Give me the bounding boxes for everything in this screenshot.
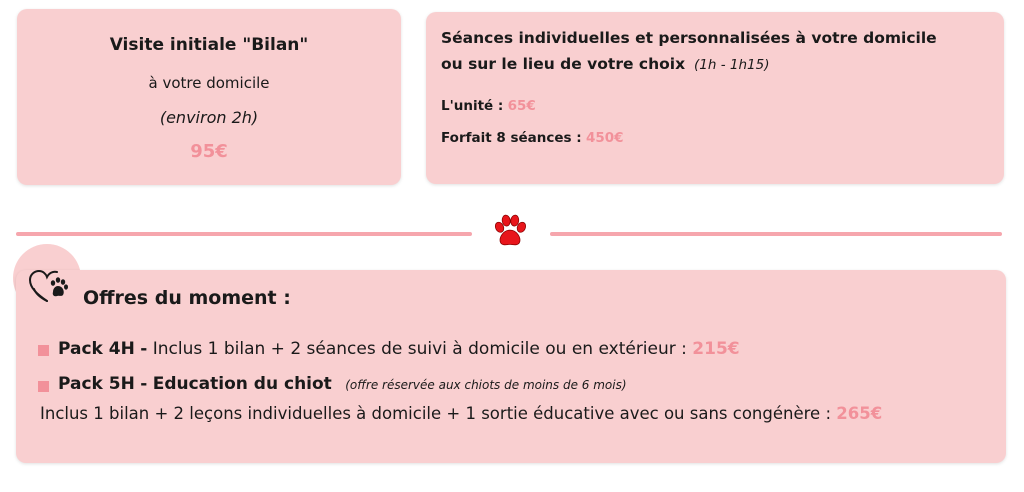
seances-title-line1: Séances individuelles et personnalisées à votre domicile <box>441 29 937 47</box>
seances-title-line2-text: ou sur le lieu de votre choix <box>441 55 686 73</box>
pack5h-description-line <box>40 404 882 423</box>
pack5h-note: (offre réservée aux chiots de moins de 6 mois) <box>345 378 627 392</box>
forfait-price-row <box>441 130 624 146</box>
heart-paw-icon <box>27 268 71 304</box>
unit-price-row <box>441 98 536 114</box>
pack5h-subtitle: Education du chiot <box>152 374 332 394</box>
bilan-card <box>17 9 401 185</box>
forfait-price-value: 450€ <box>585 130 624 146</box>
paw-icon <box>491 213 529 251</box>
unit-price-label: L'unité : <box>441 98 504 114</box>
forfait-price-label: Forfait 8 séances : <box>441 130 582 146</box>
offers-date: Avril 2023 <box>938 257 984 267</box>
pack5h-name: Pack 5H <box>58 374 135 394</box>
unit-price-value: 65€ <box>507 98 536 114</box>
seances-card <box>426 12 1004 184</box>
bilan-duration: (environ 2h) <box>159 108 259 127</box>
bullet-pack4h <box>38 345 49 356</box>
bilan-location: à votre domicile <box>148 74 270 92</box>
pack4h-name: Pack 4H <box>58 339 135 359</box>
bilan-title: Visite initiale "Bilan" <box>109 35 309 55</box>
offers-title: Offres du moment : <box>83 287 291 309</box>
seances-duration: (1h - 1h15) <box>694 57 770 73</box>
divider-right <box>550 232 1002 236</box>
pack4h-description: Inclus 1 bilan + 2 séances de suivi à domicile ou en extérieur : <box>152 339 687 359</box>
pack5h-line <box>58 374 627 394</box>
bullet-pack5h <box>38 381 49 392</box>
divider-left <box>16 232 472 236</box>
pack4h-dash: - <box>140 339 148 359</box>
seances-title-line2 <box>441 55 769 73</box>
pack4h-line <box>58 339 740 359</box>
pack4h-price: 215€ <box>692 339 740 359</box>
pack5h-description: Inclus 1 bilan + 2 leçons individuelles à domicile + 1 sortie éducative avec ou sans congénère : <box>40 404 832 423</box>
pack5h-dash: - <box>140 374 148 394</box>
bilan-price: 95€ <box>190 141 228 162</box>
pack5h-price: 265€ <box>836 404 883 423</box>
